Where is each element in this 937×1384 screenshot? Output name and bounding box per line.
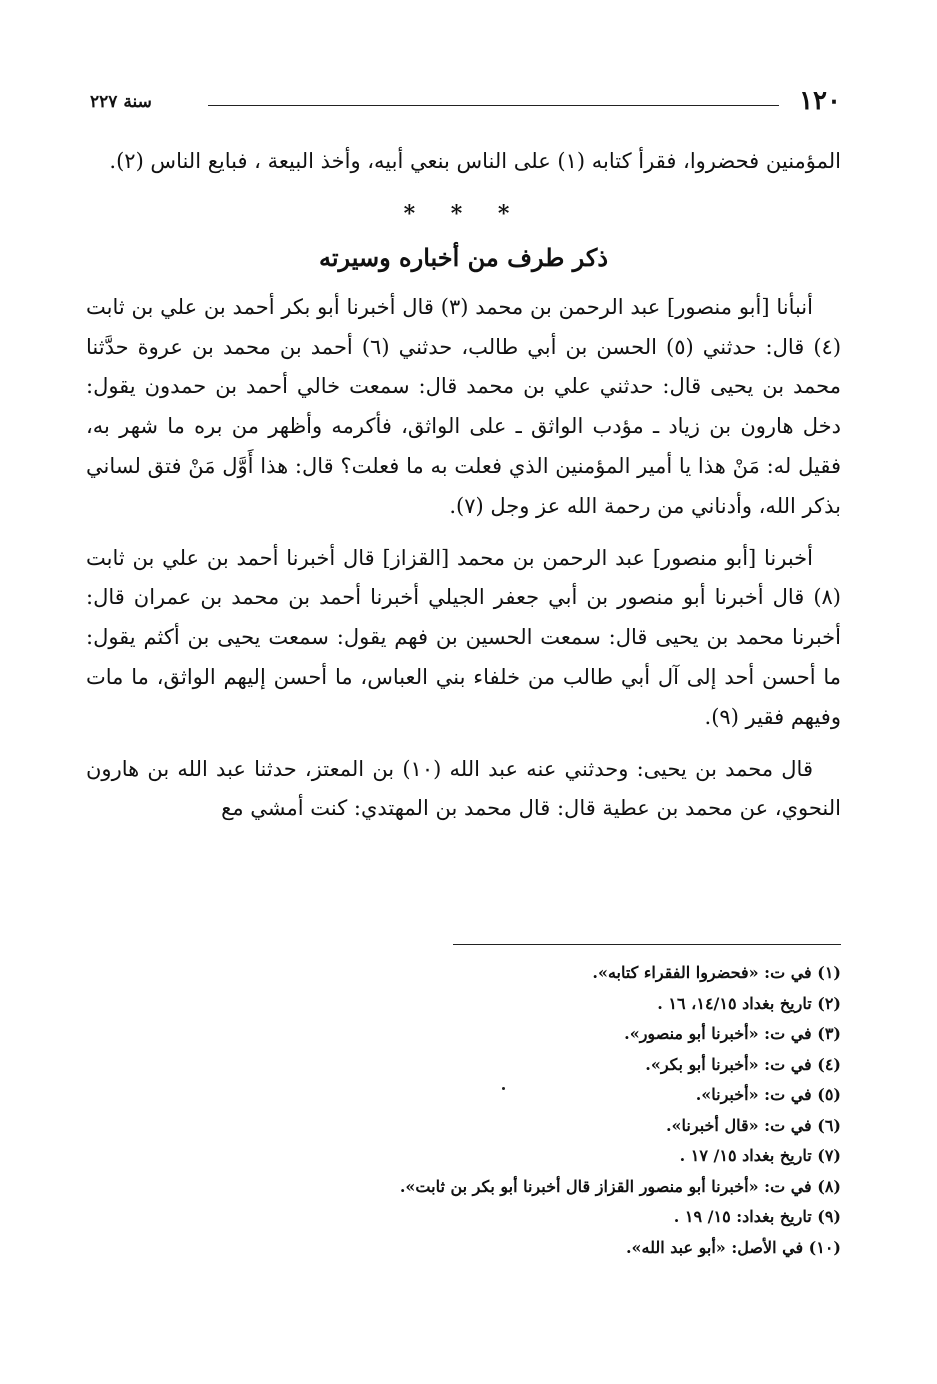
footnote-item: (٨) في ت: «أخبرنا أبو منصور القزاز قال أخبرنا أبو بكر بن ثابت». <box>399 1176 841 1196</box>
main-text <box>86 142 841 829</box>
running-head-year: سنة ٢٢٧ <box>90 92 152 112</box>
section-divider-stars: * * * <box>403 200 524 227</box>
footnote-item: (٩) تاريخ بغداد: ١٥/ ١٩ . <box>673 1207 841 1226</box>
footnotes-list <box>90 958 841 1263</box>
page-number: ١٢٠ <box>799 86 841 116</box>
page-header <box>90 86 841 120</box>
footnote-item: (٥) في ت: «أخبرنا». <box>695 1085 841 1104</box>
footnote-item: (٢) تاريخ بغداد ١٤/١٥، ١٦ . <box>657 993 841 1013</box>
section-title: ذكر طرف من أخباره وسيرته <box>318 242 609 272</box>
footnote-item: (١) في ت: «فحضروا الفقراء كتابه». <box>592 963 841 982</box>
paragraph-1: المؤمنين فحضروا، فقرأ كتابه (١) على الناس بنعي أبيه، وأخذ البيعة ، فبايع الناس (٢). <box>109 149 841 173</box>
footnote-item: (٦) في ت: «قال أخبرنا». <box>665 1115 841 1135</box>
footnote-item: (٣) في ت: «أخبرنا أبو منصور». <box>624 1024 841 1043</box>
scan-speck <box>502 1087 505 1090</box>
header-rule <box>208 105 779 106</box>
footnote-item: (٧) تاريخ بغداد ١٥/ ١٧ . <box>679 1146 841 1165</box>
paragraph-2: أنبأنا [أبو منصور] عبد الرحمن بن محمد (٣) قال أخبرنا أبو بكر أحمد بن علي بن ثابت (٤) قال: حدثني (٥) الحسن بن أبي طالب، حدثني (٦) أحمد بن محمد بن عروة حدَّثنا محمد بن يحيى قال: حدثني علي بن محمد قال: سمعت خالي أحمد بن حمدون يقول: دخل هارون بن زياد ـ مؤدب الواثق ـ على الواثق، فأكرمه وأظهر من بره ما شهر به، فقيل له: مَنْ هذا يا أمير المؤمنين الذي فعلت به ما فعلت؟ قال: هذا أَوَّل مَنْ فتق لساني بذكر الله، وأدناني من رحمة الله عز وجل (٧). <box>86 294 842 518</box>
footnote-item: (١٠) في الأصل: «أبو عبد الله». <box>625 1237 841 1257</box>
footnote-item: (٤) في ت: «أخبرنا أبو بكر». <box>645 1054 841 1074</box>
footnote-rule <box>453 944 841 945</box>
paragraph-3: أخبرنا [أبو منصور] عبد الرحمن بن محمد [القزاز] قال أخبرنا أحمد بن علي بن ثابت (٨) قال أخبرنا أبو منصور بن أبي جعفر الجيلي أخبرنا أحمد بن محمد بن عمران قال: أخبرنا محمد بن يحيى قال: سمعت الحسين بن فهم يقول: سمعت يحيى بن أكثم يقول: ما أحسن أحد إلى آل أبي طالب من خلفاء بني العباس، ما أحسن إليهم الواثق، ما مات وفيهم فقير (٩). <box>86 545 841 729</box>
paragraph-4: قال محمد بن يحيى: وحدثني عنه عبد الله (١٠) بن المعتز، حدثنا عبد الله بن هارون النحوي، عن محمد بن عطية قال: قال محمد بن المهتدي: كنت أمشي مع <box>86 756 841 821</box>
